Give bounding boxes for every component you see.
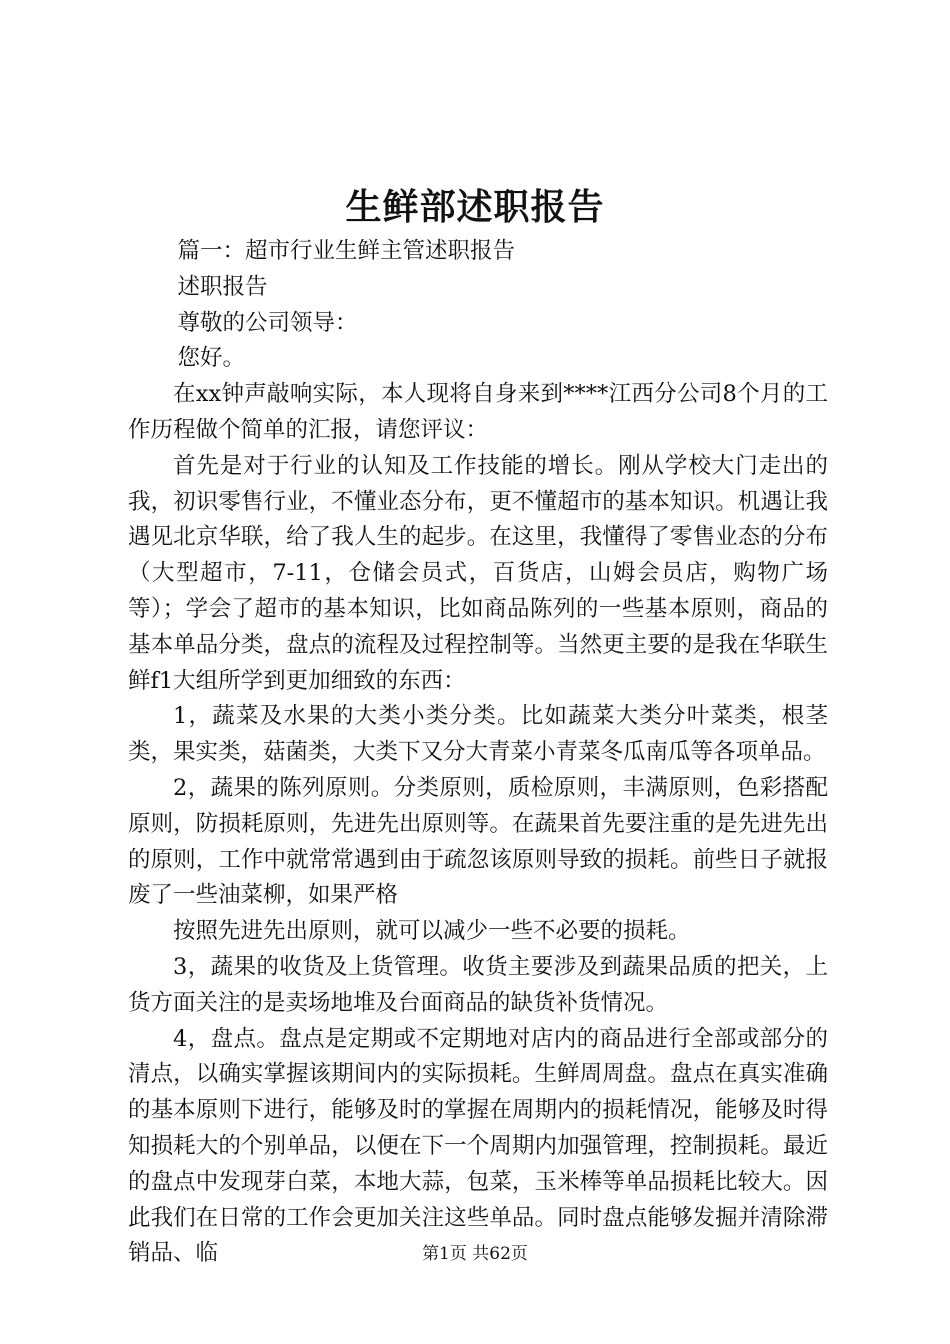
paragraph-item-2-continued: 按照先进先出原则，就可以减少一些不必要的损耗。 [173,918,691,945]
paragraph-industry-knowledge: 首先是对于行业的认知及工作技能的增长。刚从学校大门走出的我，初识零售行业，不懂业态分布，更不懂超市的基本知识。机遇让我遇见北京华联，给了我人生的起步。在这里，我懂得了零售业态的分布（大型超市，7-11，仓储会员式，百货店，山姆会员店，购物广场等）；学会了超市的基本知识，比如商品陈列的一些基本原则，商品的基本单品分类，盘点的流程及过程控制等。当然更主要的是我在华联生鲜f1大组所学到更加细致的东西： [128,452,828,694]
paragraph-intro: 在xx钟声敲响实际，本人现将自身来到****江西分公司8个月的工作历程做个简单的汇报，请您评议： [128,381,828,443]
paragraph-item-2: 2，蔬果的陈列原则。分类原则，质检原则，丰满原则，色彩搭配原则，防损耗原则，先进先出原则等。在蔬果首先要注重的是先进先出的原则，工作中就常常遇到由于疏忽该原则导致的损耗。前些日子就报废了一些油菜柳，如果严格 [128,774,828,909]
report-subtitle: 述职报告 [177,273,268,300]
paragraph-item-3: 3，蔬果的收货及上货管理。收货主要涉及到蔬果品质的把关，上货方面关注的是卖场地堆及台面商品的缺货补货情况。 [128,953,828,1016]
document-body [128,234,828,1272]
salutation: 尊敬的公司领导： [177,309,358,336]
document-title: 生鲜部述职报告 [345,187,605,228]
page-number-footer: 第1页 共62页 [422,1244,528,1264]
section-heading: 篇一：超市行业生鲜主管述职报告 [177,238,516,264]
paragraph-item-4: 4，盘点。盘点是定期或不定期地对店内的商品进行全部或部分的清点，以确实掌握该期间内的实际损耗。生鲜周周盘。盘点在真实准确的基本原则下进行，能够及时的掌握在周期内的损耗情况，能够及时得知损耗大的个别单品，以便在下一个周期内加强管理，控制损耗。最近的盘点中发现芽白菜，本地大蒜，包菜，玉米棒等单品损耗比较大。因此我们在日常的工作会更加关注这些单品。同时盘点能够发掘并清除滞销品、临 [128,1025,828,1267]
greeting: 您好。 [177,345,246,372]
paragraph-item-1: 1，蔬菜及水果的大类小类分类。比如蔬菜大类分叶菜类，根茎类，果实类，菇菌类，大类下又分大青菜小青菜冬瓜南瓜等各项单品。 [128,703,828,766]
